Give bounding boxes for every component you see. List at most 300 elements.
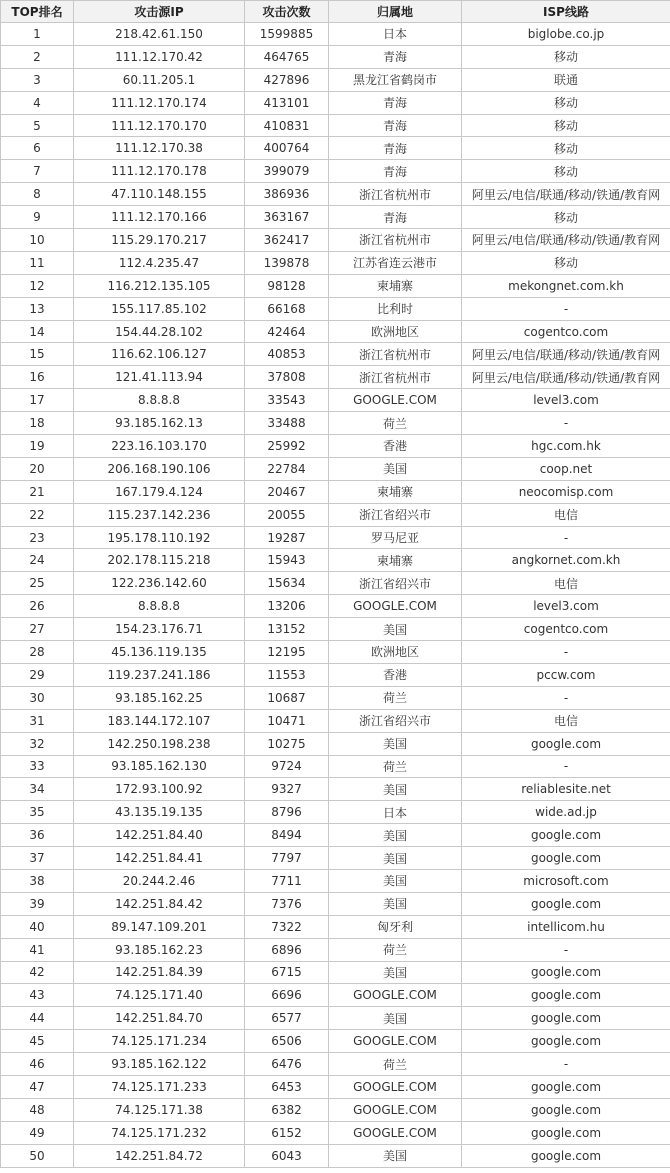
attack-count-cell: 9724 <box>245 755 329 778</box>
attack-count-cell: 37808 <box>245 366 329 389</box>
source-ip-cell: 47.110.148.155 <box>74 183 245 206</box>
header-isp: ISP线路 <box>462 1 670 23</box>
location-cell: GOOGLE.COM <box>329 389 462 412</box>
source-ip-cell: 115.29.170.217 <box>74 229 245 252</box>
source-ip-cell: 111.12.170.38 <box>74 137 245 160</box>
isp-cell: google.com <box>462 961 670 984</box>
table-body <box>1 23 670 1168</box>
location-cell: 荷兰 <box>329 938 462 961</box>
location-cell: GOOGLE.COM <box>329 984 462 1007</box>
location-cell: 浙江省绍兴市 <box>329 709 462 732</box>
table-row <box>1 755 670 778</box>
source-ip-cell: 172.93.100.92 <box>74 778 245 801</box>
location-cell: GOOGLE.COM <box>329 1098 462 1121</box>
table-row <box>1 801 670 824</box>
table-row <box>1 160 670 183</box>
isp-cell: - <box>462 526 670 549</box>
attack-count-cell: 6043 <box>245 1144 329 1167</box>
table-row <box>1 572 670 595</box>
table-row <box>1 732 670 755</box>
table-row <box>1 641 670 664</box>
rank-cell: 5 <box>1 114 74 137</box>
rank-cell: 15 <box>1 343 74 366</box>
table-row <box>1 320 670 343</box>
isp-cell: google.com <box>462 1007 670 1030</box>
source-ip-cell: 111.12.170.42 <box>74 45 245 68</box>
location-cell: 美国 <box>329 824 462 847</box>
attack-count-cell: 7711 <box>245 869 329 892</box>
rank-cell: 31 <box>1 709 74 732</box>
isp-cell: pccw.com <box>462 663 670 686</box>
attack-count-cell: 20467 <box>245 480 329 503</box>
isp-cell: - <box>462 641 670 664</box>
isp-cell: 移动 <box>462 91 670 114</box>
location-cell: 美国 <box>329 618 462 641</box>
source-ip-cell: 119.237.241.186 <box>74 663 245 686</box>
source-ip-cell: 45.136.119.135 <box>74 641 245 664</box>
table-row <box>1 618 670 641</box>
isp-cell: 移动 <box>462 45 670 68</box>
isp-cell: wide.ad.jp <box>462 801 670 824</box>
location-cell: 美国 <box>329 892 462 915</box>
location-cell: 欧洲地区 <box>329 641 462 664</box>
source-ip-cell: 142.251.84.72 <box>74 1144 245 1167</box>
location-cell: 美国 <box>329 847 462 870</box>
attack-count-cell: 10275 <box>245 732 329 755</box>
isp-cell: 阿里云/电信/联通/移动/铁通/教育网 <box>462 366 670 389</box>
rank-cell: 43 <box>1 984 74 1007</box>
isp-cell: 移动 <box>462 206 670 229</box>
rank-cell: 2 <box>1 45 74 68</box>
table-row <box>1 686 670 709</box>
rank-cell: 25 <box>1 572 74 595</box>
table-row <box>1 1098 670 1121</box>
attack-count-cell: 13152 <box>245 618 329 641</box>
rank-cell: 14 <box>1 320 74 343</box>
table-row <box>1 343 670 366</box>
source-ip-cell: 116.212.135.105 <box>74 274 245 297</box>
table-row <box>1 183 670 206</box>
rank-cell: 9 <box>1 206 74 229</box>
isp-cell: google.com <box>462 732 670 755</box>
rank-cell: 26 <box>1 595 74 618</box>
attack-count-cell: 25992 <box>245 435 329 458</box>
isp-cell: 移动 <box>462 251 670 274</box>
location-cell: GOOGLE.COM <box>329 595 462 618</box>
table-row <box>1 1075 670 1098</box>
table-row <box>1 457 670 480</box>
location-cell: 美国 <box>329 1144 462 1167</box>
attack-count-cell: 66168 <box>245 297 329 320</box>
isp-cell: neocomisp.com <box>462 480 670 503</box>
rank-cell: 19 <box>1 435 74 458</box>
attack-count-cell: 13206 <box>245 595 329 618</box>
source-ip-cell: 111.12.170.174 <box>74 91 245 114</box>
rank-cell: 41 <box>1 938 74 961</box>
table-row <box>1 892 670 915</box>
location-cell: 浙江省杭州市 <box>329 366 462 389</box>
attack-count-cell: 6453 <box>245 1075 329 1098</box>
location-cell: 荷兰 <box>329 686 462 709</box>
attack-count-cell: 10687 <box>245 686 329 709</box>
rank-cell: 21 <box>1 480 74 503</box>
table-row <box>1 435 670 458</box>
location-cell: 美国 <box>329 1007 462 1030</box>
attack-count-cell: 6715 <box>245 961 329 984</box>
header-attack-count: 攻击次数 <box>245 1 329 23</box>
rank-cell: 46 <box>1 1053 74 1076</box>
isp-cell: 电信 <box>462 572 670 595</box>
location-cell: 青海 <box>329 114 462 137</box>
attack-count-cell: 15943 <box>245 549 329 572</box>
attack-count-cell: 20055 <box>245 503 329 526</box>
rank-cell: 35 <box>1 801 74 824</box>
attack-count-cell: 33488 <box>245 412 329 435</box>
location-cell: 香港 <box>329 435 462 458</box>
location-cell: 浙江省杭州市 <box>329 183 462 206</box>
isp-cell: mekongnet.com.kh <box>462 274 670 297</box>
source-ip-cell: 93.185.162.13 <box>74 412 245 435</box>
rank-cell: 44 <box>1 1007 74 1030</box>
isp-cell: - <box>462 412 670 435</box>
source-ip-cell: 89.147.109.201 <box>74 915 245 938</box>
rank-cell: 3 <box>1 68 74 91</box>
rank-cell: 30 <box>1 686 74 709</box>
source-ip-cell: 93.185.162.122 <box>74 1053 245 1076</box>
attack-count-cell: 33543 <box>245 389 329 412</box>
source-ip-cell: 74.125.171.38 <box>74 1098 245 1121</box>
table-row <box>1 915 670 938</box>
table-row <box>1 1144 670 1167</box>
source-ip-cell: 202.178.115.218 <box>74 549 245 572</box>
rank-cell: 50 <box>1 1144 74 1167</box>
rank-cell: 49 <box>1 1121 74 1144</box>
table-row <box>1 23 670 46</box>
attack-count-cell: 139878 <box>245 251 329 274</box>
attack-count-cell: 8796 <box>245 801 329 824</box>
source-ip-cell: 154.23.176.71 <box>74 618 245 641</box>
table-row <box>1 663 670 686</box>
attack-count-cell: 98128 <box>245 274 329 297</box>
source-ip-cell: 195.178.110.192 <box>74 526 245 549</box>
attack-count-cell: 6152 <box>245 1121 329 1144</box>
location-cell: 浙江省绍兴市 <box>329 503 462 526</box>
source-ip-cell: 74.125.171.232 <box>74 1121 245 1144</box>
rank-cell: 11 <box>1 251 74 274</box>
rank-cell: 23 <box>1 526 74 549</box>
table-row <box>1 824 670 847</box>
source-ip-cell: 121.41.113.94 <box>74 366 245 389</box>
attack-count-cell: 7797 <box>245 847 329 870</box>
header-source-ip: 攻击源IP <box>74 1 245 23</box>
attack-count-cell: 410831 <box>245 114 329 137</box>
location-cell: 比利时 <box>329 297 462 320</box>
attack-count-cell: 6506 <box>245 1030 329 1053</box>
attack-count-cell: 363167 <box>245 206 329 229</box>
location-cell: 香港 <box>329 663 462 686</box>
isp-cell: reliablesite.net <box>462 778 670 801</box>
attack-count-cell: 6476 <box>245 1053 329 1076</box>
table-row <box>1 274 670 297</box>
isp-cell: angkornet.com.kh <box>462 549 670 572</box>
isp-cell: intellicom.hu <box>462 915 670 938</box>
isp-cell: cogentco.com <box>462 320 670 343</box>
isp-cell: 阿里云/电信/联通/移动/铁通/教育网 <box>462 229 670 252</box>
location-cell: GOOGLE.COM <box>329 1121 462 1144</box>
location-cell: 青海 <box>329 137 462 160</box>
attack-count-cell: 400764 <box>245 137 329 160</box>
table-row <box>1 549 670 572</box>
location-cell: 美国 <box>329 778 462 801</box>
source-ip-cell: 111.12.170.166 <box>74 206 245 229</box>
rank-cell: 10 <box>1 229 74 252</box>
attack-count-cell: 413101 <box>245 91 329 114</box>
attack-count-cell: 11553 <box>245 663 329 686</box>
isp-cell: 移动 <box>462 114 670 137</box>
source-ip-cell: 218.42.61.150 <box>74 23 245 46</box>
table-row <box>1 869 670 892</box>
attack-count-cell: 6382 <box>245 1098 329 1121</box>
rank-cell: 28 <box>1 641 74 664</box>
attack-count-cell: 386936 <box>245 183 329 206</box>
isp-cell: google.com <box>462 1075 670 1098</box>
table-row <box>1 297 670 320</box>
attack-count-cell: 399079 <box>245 160 329 183</box>
rank-cell: 45 <box>1 1030 74 1053</box>
isp-cell: - <box>462 686 670 709</box>
rank-cell: 36 <box>1 824 74 847</box>
rank-cell: 20 <box>1 457 74 480</box>
location-cell: 柬埔寨 <box>329 549 462 572</box>
isp-cell: coop.net <box>462 457 670 480</box>
rank-cell: 24 <box>1 549 74 572</box>
attack-count-cell: 40853 <box>245 343 329 366</box>
isp-cell: google.com <box>462 1144 670 1167</box>
source-ip-cell: 223.16.103.170 <box>74 435 245 458</box>
source-ip-cell: 206.168.190.106 <box>74 457 245 480</box>
table-row <box>1 961 670 984</box>
source-ip-cell: 183.144.172.107 <box>74 709 245 732</box>
isp-cell: biglobe.co.jp <box>462 23 670 46</box>
location-cell: 浙江省绍兴市 <box>329 572 462 595</box>
isp-cell: google.com <box>462 1098 670 1121</box>
rank-cell: 8 <box>1 183 74 206</box>
rank-cell: 4 <box>1 91 74 114</box>
table-row <box>1 503 670 526</box>
source-ip-cell: 115.237.142.236 <box>74 503 245 526</box>
table-row <box>1 847 670 870</box>
isp-cell: - <box>462 938 670 961</box>
attack-count-cell: 6696 <box>245 984 329 1007</box>
location-cell: GOOGLE.COM <box>329 1030 462 1053</box>
isp-cell: 阿里云/电信/联通/移动/铁通/教育网 <box>462 183 670 206</box>
table-row <box>1 480 670 503</box>
location-cell: 青海 <box>329 206 462 229</box>
location-cell: 日本 <box>329 23 462 46</box>
attack-count-cell: 9327 <box>245 778 329 801</box>
location-cell: 柬埔寨 <box>329 274 462 297</box>
attack-count-cell: 464765 <box>245 45 329 68</box>
isp-cell: - <box>462 1053 670 1076</box>
attack-count-cell: 1599885 <box>245 23 329 46</box>
isp-cell: level3.com <box>462 595 670 618</box>
source-ip-cell: 122.236.142.60 <box>74 572 245 595</box>
source-ip-cell: 43.135.19.135 <box>74 801 245 824</box>
source-ip-cell: 8.8.8.8 <box>74 595 245 618</box>
source-ip-cell: 154.44.28.102 <box>74 320 245 343</box>
location-cell: 柬埔寨 <box>329 480 462 503</box>
source-ip-cell: 142.251.84.41 <box>74 847 245 870</box>
header-rank: TOP排名 <box>1 1 74 23</box>
source-ip-cell: 142.250.198.238 <box>74 732 245 755</box>
table-row <box>1 1030 670 1053</box>
table-row <box>1 45 670 68</box>
rank-cell: 29 <box>1 663 74 686</box>
location-cell: 美国 <box>329 732 462 755</box>
location-cell: 荷兰 <box>329 755 462 778</box>
attack-count-cell: 6896 <box>245 938 329 961</box>
attack-count-cell: 362417 <box>245 229 329 252</box>
table-row <box>1 206 670 229</box>
rank-cell: 27 <box>1 618 74 641</box>
isp-cell: 联通 <box>462 68 670 91</box>
rank-cell: 42 <box>1 961 74 984</box>
source-ip-cell: 111.12.170.170 <box>74 114 245 137</box>
table-row <box>1 984 670 1007</box>
attack-count-cell: 22784 <box>245 457 329 480</box>
rank-cell: 33 <box>1 755 74 778</box>
rank-cell: 40 <box>1 915 74 938</box>
isp-cell: cogentco.com <box>462 618 670 641</box>
location-cell: 荷兰 <box>329 412 462 435</box>
table-row <box>1 1007 670 1030</box>
attack-count-cell: 19287 <box>245 526 329 549</box>
header-location: 归属地 <box>329 1 462 23</box>
source-ip-cell: 111.12.170.178 <box>74 160 245 183</box>
rank-cell: 32 <box>1 732 74 755</box>
isp-cell: 电信 <box>462 709 670 732</box>
table-row <box>1 526 670 549</box>
location-cell: 浙江省杭州市 <box>329 343 462 366</box>
isp-cell: 阿里云/电信/联通/移动/铁通/教育网 <box>462 343 670 366</box>
attack-count-cell: 42464 <box>245 320 329 343</box>
location-cell: 荷兰 <box>329 1053 462 1076</box>
location-cell: 欧洲地区 <box>329 320 462 343</box>
rank-cell: 13 <box>1 297 74 320</box>
location-cell: 青海 <box>329 160 462 183</box>
location-cell: 罗马尼亚 <box>329 526 462 549</box>
attack-count-cell: 427896 <box>245 68 329 91</box>
isp-cell: google.com <box>462 984 670 1007</box>
isp-cell: google.com <box>462 824 670 847</box>
table-row <box>1 91 670 114</box>
table-row <box>1 412 670 435</box>
source-ip-cell: 112.4.235.47 <box>74 251 245 274</box>
attack-count-cell: 10471 <box>245 709 329 732</box>
isp-cell: hgc.com.hk <box>462 435 670 458</box>
source-ip-cell: 20.244.2.46 <box>74 869 245 892</box>
isp-cell: level3.com <box>462 389 670 412</box>
table-row <box>1 251 670 274</box>
rank-cell: 16 <box>1 366 74 389</box>
isp-cell: 移动 <box>462 160 670 183</box>
location-cell: 江苏省连云港市 <box>329 251 462 274</box>
isp-cell: google.com <box>462 892 670 915</box>
location-cell: 青海 <box>329 45 462 68</box>
table-row <box>1 389 670 412</box>
isp-cell: 移动 <box>462 137 670 160</box>
rank-cell: 34 <box>1 778 74 801</box>
rank-cell: 12 <box>1 274 74 297</box>
location-cell: 美国 <box>329 869 462 892</box>
table-row <box>1 709 670 732</box>
isp-cell: google.com <box>462 1121 670 1144</box>
source-ip-cell: 167.179.4.124 <box>74 480 245 503</box>
source-ip-cell: 142.251.84.70 <box>74 1007 245 1030</box>
location-cell: 黑龙江省鹤岗市 <box>329 68 462 91</box>
isp-cell: microsoft.com <box>462 869 670 892</box>
rank-cell: 22 <box>1 503 74 526</box>
attack-count-cell: 8494 <box>245 824 329 847</box>
attack-count-cell: 7376 <box>245 892 329 915</box>
isp-cell: google.com <box>462 1030 670 1053</box>
location-cell: 浙江省杭州市 <box>329 229 462 252</box>
location-cell: GOOGLE.COM <box>329 1075 462 1098</box>
source-ip-cell: 74.125.171.234 <box>74 1030 245 1053</box>
rank-cell: 47 <box>1 1075 74 1098</box>
source-ip-cell: 116.62.106.127 <box>74 343 245 366</box>
rank-cell: 37 <box>1 847 74 870</box>
isp-cell: google.com <box>462 847 670 870</box>
rank-cell: 7 <box>1 160 74 183</box>
attack-count-cell: 6577 <box>245 1007 329 1030</box>
table-row <box>1 366 670 389</box>
isp-cell: - <box>462 755 670 778</box>
table-row <box>1 137 670 160</box>
source-ip-cell: 142.251.84.42 <box>74 892 245 915</box>
table-row <box>1 229 670 252</box>
rank-cell: 48 <box>1 1098 74 1121</box>
table-row <box>1 1053 670 1076</box>
source-ip-cell: 93.185.162.130 <box>74 755 245 778</box>
table-row <box>1 68 670 91</box>
source-ip-cell: 60.11.205.1 <box>74 68 245 91</box>
table-row <box>1 778 670 801</box>
rank-cell: 1 <box>1 23 74 46</box>
rank-cell: 18 <box>1 412 74 435</box>
location-cell: 美国 <box>329 457 462 480</box>
location-cell: 美国 <box>329 961 462 984</box>
attack-count-cell: 15634 <box>245 572 329 595</box>
rank-cell: 38 <box>1 869 74 892</box>
source-ip-cell: 142.251.84.40 <box>74 824 245 847</box>
table-row <box>1 595 670 618</box>
source-ip-cell: 142.251.84.39 <box>74 961 245 984</box>
table-row <box>1 1121 670 1144</box>
source-ip-cell: 74.125.171.233 <box>74 1075 245 1098</box>
table-header-row <box>1 1 670 23</box>
location-cell: 青海 <box>329 91 462 114</box>
rank-cell: 6 <box>1 137 74 160</box>
source-ip-cell: 8.8.8.8 <box>74 389 245 412</box>
rank-cell: 39 <box>1 892 74 915</box>
attack-count-cell: 7322 <box>245 915 329 938</box>
table-row <box>1 938 670 961</box>
attack-count-cell: 12195 <box>245 641 329 664</box>
source-ip-cell: 74.125.171.40 <box>74 984 245 1007</box>
isp-cell: - <box>462 297 670 320</box>
source-ip-cell: 93.185.162.25 <box>74 686 245 709</box>
